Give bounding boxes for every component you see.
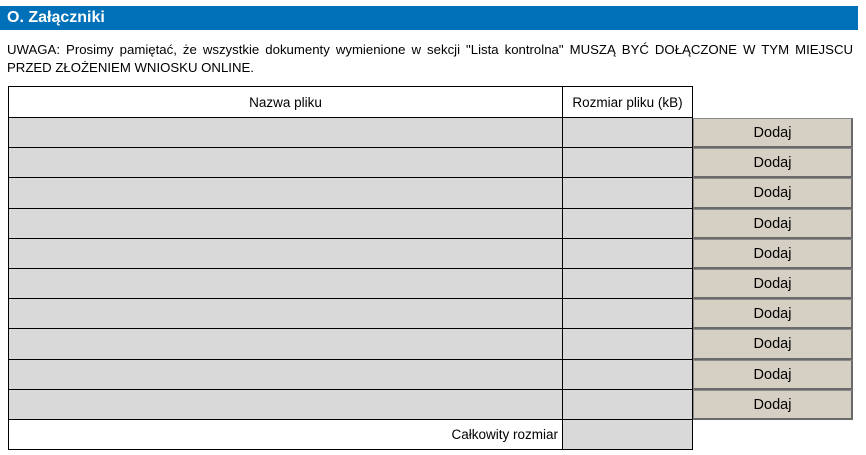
file-name-field[interactable]: [8, 117, 563, 148]
file-name-field[interactable]: [8, 389, 563, 420]
add-file-button[interactable]: Dodaj: [693, 390, 853, 420]
section-title: O. Załączniki: [0, 6, 858, 30]
column-header-file-name: Nazwa pliku: [8, 86, 563, 118]
add-file-button[interactable]: Dodaj: [693, 269, 853, 299]
add-file-button[interactable]: Dodaj: [693, 329, 853, 360]
file-name-field[interactable]: [8, 359, 563, 390]
file-name-field[interactable]: [8, 298, 563, 329]
file-size-field: [562, 117, 693, 148]
total-size-field: [562, 419, 693, 450]
file-size-field: [562, 328, 693, 360]
file-name-field[interactable]: [8, 328, 563, 360]
total-size-label: Całkowity rozmiar: [8, 419, 563, 450]
file-name-field[interactable]: [8, 177, 563, 209]
file-size-field: [562, 208, 693, 239]
add-file-button[interactable]: Dodaj: [693, 148, 853, 178]
file-size-field: [562, 268, 693, 299]
file-size-field: [562, 359, 693, 390]
add-file-button[interactable]: Dodaj: [693, 360, 853, 390]
column-header-file-size: Rozmiar pliku (kB): [562, 86, 693, 118]
add-file-button[interactable]: Dodaj: [693, 299, 853, 329]
file-name-field[interactable]: [8, 238, 563, 269]
add-file-button[interactable]: Dodaj: [693, 178, 853, 209]
attachments-notice: UWAGA: Prosimy pamiętać, że wszystkie dokumenty wymienione w sekcji "Lista kontrolna" MUSZĄ BYĆ DOŁĄCZONE W TYM MIEJSCU PRZED ZŁOŻENIEM WNIOSKU ONLINE.: [7, 42, 853, 75]
add-file-button[interactable]: Dodaj: [693, 239, 853, 269]
file-size-field: [562, 389, 693, 420]
file-name-field[interactable]: [8, 147, 563, 178]
file-name-field[interactable]: [8, 268, 563, 299]
add-file-button[interactable]: Dodaj: [693, 118, 853, 148]
file-size-field: [562, 298, 693, 329]
file-size-field: [562, 238, 693, 269]
file-size-field: [562, 147, 693, 178]
file-name-field[interactable]: [8, 208, 563, 239]
file-size-field: [562, 177, 693, 209]
add-file-button[interactable]: Dodaj: [693, 209, 853, 239]
